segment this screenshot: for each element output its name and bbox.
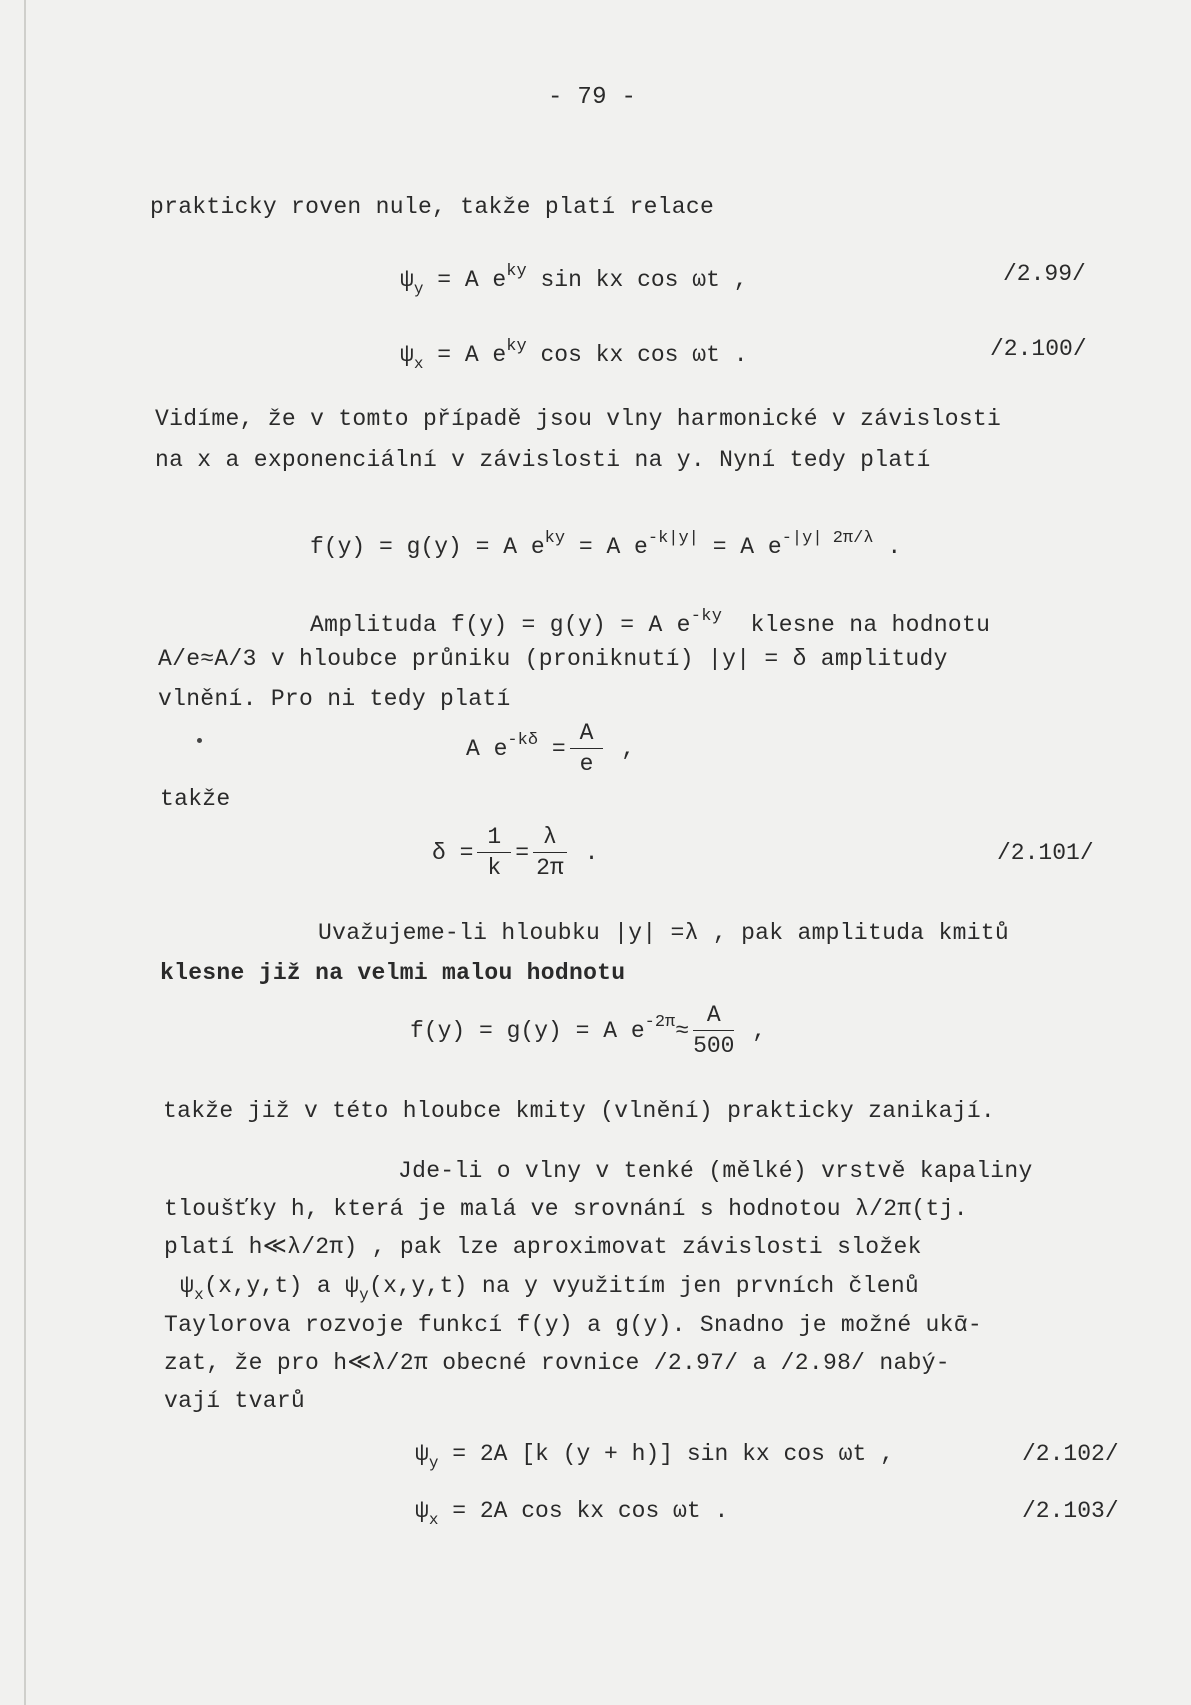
equation-number-2-102: /2.102/ xyxy=(1022,1441,1119,1467)
equation-500 xyxy=(410,1004,766,1058)
eq-part: . xyxy=(570,840,599,867)
fraction xyxy=(533,826,567,880)
text-line-8: Uvažujeme-li hloubku |y| =λ , pak amplituda kmitů xyxy=(318,920,1010,946)
psi-symbol: ψ xyxy=(180,1273,195,1299)
equation-2-103 xyxy=(415,1500,728,1528)
equation-delta xyxy=(466,722,635,776)
equation-2-102 xyxy=(415,1443,894,1471)
exponent: -k|y| xyxy=(647,529,699,548)
text-line-16: zat, že pro h≪λ/2π obecné rovnice /2.97/ a /2.98/ nabý- xyxy=(164,1350,950,1376)
text-line-6: vlnění. Pro ni tedy platí xyxy=(158,686,511,712)
text-line-14 xyxy=(180,1275,919,1303)
denominator: k xyxy=(487,855,502,881)
equation-number-2-99: /2.99/ xyxy=(1003,261,1086,287)
fraction xyxy=(570,722,604,776)
eq-part: , xyxy=(607,736,636,763)
text-line-10: takže již v této hloubce kmity (vlnění) prakticky zanikají. xyxy=(163,1098,996,1124)
subscript: x xyxy=(428,1511,439,1529)
eq-part: . xyxy=(873,534,902,560)
text-part: Amplituda f(y) = g(y) = A e xyxy=(310,612,691,638)
text-line-12: tloušťky h, která je malá ve srovnání s hodnotou λ/2π(tj. xyxy=(164,1196,968,1222)
text-part: klesne na hodnotu xyxy=(750,612,991,638)
text-part: (x,y,t) a ψ xyxy=(204,1273,360,1299)
subscript: y xyxy=(413,280,424,298)
equation-2-101 xyxy=(432,826,598,880)
exponent: ky xyxy=(506,337,527,356)
psi-symbol: ψ xyxy=(415,1441,429,1467)
denominator: e xyxy=(579,751,594,777)
eq-part: f(y) = g(y) = A e xyxy=(410,1018,645,1045)
eq-part: = 2A cos kx cos ωt . xyxy=(438,1498,729,1524)
fraction xyxy=(477,826,511,880)
subscript: x xyxy=(413,355,424,373)
subscript: x xyxy=(194,1286,205,1304)
text-part: (x,y,t) na y využitím jen prvních členů xyxy=(369,1273,920,1299)
eq-part: = A e xyxy=(698,534,782,560)
equation-2-100 xyxy=(400,338,748,372)
numerator: A xyxy=(570,722,604,749)
eq-part: , xyxy=(738,1018,767,1045)
psi-symbol: ψ xyxy=(415,1498,429,1524)
denominator: 500 xyxy=(693,1033,735,1059)
text-line-1: prakticky roven nule, takže platí relace xyxy=(150,194,715,220)
text-line-2: Vidíme, že v tomto případě jsou vlny harmonické v závislosti xyxy=(155,406,1002,432)
text-line-13: platí h≪λ/2π) , pak lze aproximovat závislosti složek xyxy=(164,1234,922,1260)
eq-part: ≈ xyxy=(675,1018,690,1045)
exponent: ky xyxy=(506,262,527,281)
exponent: -|y| 2π/λ xyxy=(781,529,874,548)
eq-part: = 2A [k (y + h)] sin kx cos ωt , xyxy=(438,1441,894,1467)
text-line-3: na x a exponenciální v závislosti na y. Nyní tedy platí xyxy=(155,447,931,473)
eq-part: = A e xyxy=(423,267,507,293)
fraction xyxy=(693,1004,734,1058)
eq-part: = A e xyxy=(423,342,507,368)
equation-number-2-100: /2.100/ xyxy=(990,336,1087,362)
eq-part: f(y) = g(y) = A e xyxy=(310,534,545,560)
speck xyxy=(197,738,202,743)
numerator: A xyxy=(693,1004,734,1031)
text-line-11: Jde-li o vlny v tenké (mělké) vrstvě kapaliny xyxy=(398,1158,1033,1184)
numerator: λ xyxy=(533,826,567,853)
eq-part: = xyxy=(515,840,530,867)
eq-part: A e xyxy=(466,736,508,763)
equation-2-99 xyxy=(400,263,748,297)
page-edge xyxy=(24,0,26,1705)
text-line-9: klesne již na velmi malou hodnotu xyxy=(160,960,626,986)
text-line-7: takže xyxy=(160,786,231,812)
eq-part: cos kx cos ωt . xyxy=(526,342,748,368)
text-line-15: Taylorova rozvoje funkcí f(y) a g(y). Snadno je možné ukᾱ- xyxy=(164,1312,982,1338)
subscript: y xyxy=(428,1454,439,1472)
denominator: 2π xyxy=(536,855,564,881)
eq-part: δ = xyxy=(432,840,474,867)
exponent: -2π xyxy=(644,1013,676,1033)
equation-number-2-103: /2.103/ xyxy=(1022,1498,1119,1524)
equation-fy xyxy=(310,530,901,559)
exponent: -ky xyxy=(690,607,723,626)
exponent: -kδ xyxy=(507,731,539,751)
subscript: y xyxy=(359,1286,370,1304)
numerator: 1 xyxy=(477,826,511,853)
text-line-5: A/e≈A/3 v hloubce průniku (proniknutí) |y| = δ amplitudy xyxy=(158,646,948,672)
text-line-17: vají tvarů xyxy=(164,1388,306,1414)
eq-part: = A e xyxy=(565,534,648,560)
page-number: - 79 - xyxy=(548,84,637,111)
eq-part: sin kx cos ωt , xyxy=(526,267,748,293)
eq-part: = xyxy=(538,736,566,763)
text-line-4 xyxy=(310,608,990,637)
psi-symbol: ψ xyxy=(400,267,414,293)
psi-symbol: ψ xyxy=(400,342,414,368)
exponent: ky xyxy=(544,529,566,548)
equation-number-2-101: /2.101/ xyxy=(997,840,1094,866)
